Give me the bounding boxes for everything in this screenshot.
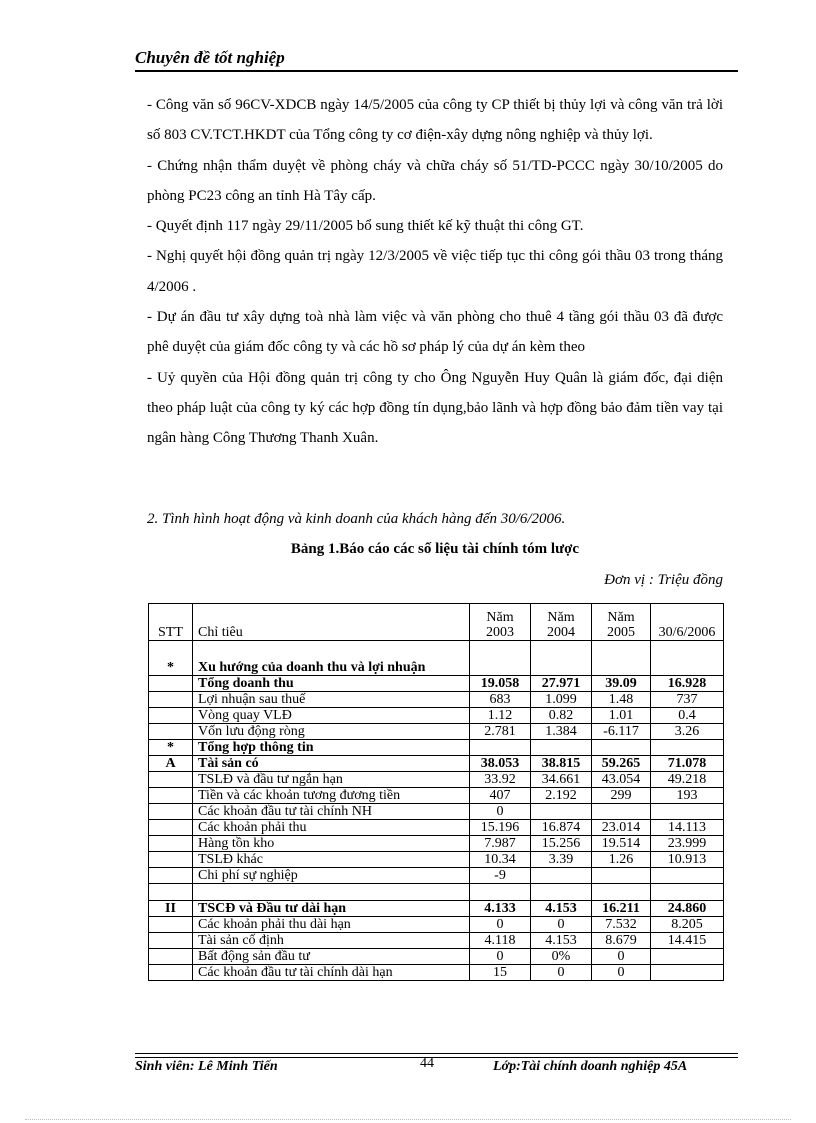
cell-2005: 1.26 <box>592 852 651 868</box>
table-row <box>149 933 724 949</box>
cell-stt <box>149 708 193 724</box>
paragraph: - Uỷ quyền của Hội đồng quản trị công ty cho Ông Nguyễn Huy Quân là giám đốc, đại diện theo pháp luật của công ty ký các hợp đồng tín dụng,bảo lãnh và hợp đồng bảo đảm tiền vay tại ngân hàng Công Thương Thanh Xuân. <box>147 369 723 447</box>
header-title: Chuyên đề tốt nghiệp <box>135 48 285 67</box>
table-row <box>149 901 724 917</box>
paragraph: - Công văn số 96CV-XDCB ngày 14/5/2005 của công ty CP thiết bị thủy lợi và công văn trả lời số 803 CV.TCT.HKDT của Tổng công ty cơ điện-xây dựng nông nghiệp và thủy lợi. <box>147 97 723 144</box>
cell-indicator <box>193 884 470 901</box>
table-row <box>149 772 724 788</box>
cell-2004: 0.82 <box>531 708 592 724</box>
cell-stt: A <box>149 756 193 772</box>
table-row <box>149 756 724 772</box>
page-number: 44 <box>420 1056 434 1071</box>
cell-30-6-2006: 8.205 <box>651 917 724 933</box>
table-row <box>149 676 724 692</box>
cell-2005: 7.532 <box>592 917 651 933</box>
cell-2003: 15.196 <box>470 820 531 836</box>
cell-2005: 0 <box>592 949 651 965</box>
cell-2003: 38.053 <box>470 756 531 772</box>
footer-class: Lớp:Tài chính doanh nghiệp 45A <box>493 1059 688 1074</box>
cell-30-6-2006: 737 <box>651 692 724 708</box>
cell-2003: 10.34 <box>470 852 531 868</box>
cell-2004: 0 <box>531 917 592 933</box>
table-header-row <box>149 604 724 641</box>
cell-30-6-2006: 14.415 <box>651 933 724 949</box>
cell-2005: -6.117 <box>592 724 651 740</box>
cell-30-6-2006: 14.113 <box>651 820 724 836</box>
cell-stt: II <box>149 901 193 917</box>
cell-2005: 39.09 <box>592 676 651 692</box>
cell-2003: 0 <box>470 949 531 965</box>
cell-indicator: Lợi nhuận sau thuế <box>193 692 470 708</box>
cell-stt <box>149 724 193 740</box>
cell-2003: 19.058 <box>470 676 531 692</box>
cell-30-6-2006: 24.860 <box>651 901 724 917</box>
cell-2004 <box>531 884 592 901</box>
cell-30-6-2006: 49.218 <box>651 772 724 788</box>
cell-stt <box>149 884 193 901</box>
cell-2003 <box>470 884 531 901</box>
cell-stt <box>149 852 193 868</box>
body-text <box>147 90 723 454</box>
table-row <box>149 692 724 708</box>
table-row <box>149 708 724 724</box>
cell-2004: 16.874 <box>531 820 592 836</box>
cell-stt <box>149 788 193 804</box>
table-row <box>149 965 724 981</box>
cell-2004: 4.153 <box>531 933 592 949</box>
cell-stt <box>149 692 193 708</box>
table-row <box>149 949 724 965</box>
cell-2004: 27.971 <box>531 676 592 692</box>
cell-2004: 4.153 <box>531 901 592 917</box>
cell-2005: 19.514 <box>592 836 651 852</box>
cell-2004: 15.256 <box>531 836 592 852</box>
cell-indicator: Hàng tồn kho <box>193 836 470 852</box>
cell-2004 <box>531 641 592 676</box>
header-30-6-2006: 30/6/2006 <box>651 604 724 641</box>
cell-stt <box>149 804 193 820</box>
cell-30-6-2006: 0.4 <box>651 708 724 724</box>
cell-stt <box>149 676 193 692</box>
cell-30-6-2006 <box>651 641 724 676</box>
table-row <box>149 852 724 868</box>
paragraph: - Quyết định 117 ngày 29/11/2005 bổ sung thiết kế kỹ thuật thi công GT. <box>147 218 584 235</box>
cell-indicator: Tổng doanh thu <box>193 676 470 692</box>
cell-30-6-2006: 10.913 <box>651 852 724 868</box>
cell-indicator: Chi phí sự nghiệp <box>193 868 470 884</box>
table-row <box>149 884 724 901</box>
table-row <box>149 740 724 756</box>
cell-2005 <box>592 804 651 820</box>
table-row <box>149 641 724 676</box>
cell-2005: 16.211 <box>592 901 651 917</box>
cell-indicator: Xu hướng của doanh thu và lợi nhuận <box>193 641 470 676</box>
table-title: Bảng 1.Báo cáo các số liệu tài chính tóm lược <box>290 541 580 557</box>
cell-2003 <box>470 641 531 676</box>
cell-2003: -9 <box>470 868 531 884</box>
cell-indicator: Tiền và các khoản tương đương tiền <box>193 788 470 804</box>
footer-student: Sinh viên: Lê Minh Tiến <box>135 1059 278 1074</box>
table-row <box>149 836 724 852</box>
cell-stt <box>149 933 193 949</box>
cell-2004: 0% <box>531 949 592 965</box>
cell-2003: 0 <box>470 917 531 933</box>
cell-30-6-2006: 23.999 <box>651 836 724 852</box>
header-stt: STT <box>149 604 193 641</box>
header-2004: Năm 2004 <box>531 604 592 641</box>
cell-2003: 4.118 <box>470 933 531 949</box>
cell-stt <box>149 868 193 884</box>
cell-30-6-2006: 71.078 <box>651 756 724 772</box>
cell-30-6-2006: 3.26 <box>651 724 724 740</box>
cell-indicator: TSLĐ và đầu tư ngắn hạn <box>193 772 470 788</box>
paragraph: - Dự án đầu tư xây dựng toà nhà làm việc và văn phòng cho thuê 4 tầng gói thầu 03 đã được phê duyệt của giám đốc công ty và các hồ sơ pháp lý của dự án kèm theo <box>147 309 723 356</box>
cell-2004: 1.384 <box>531 724 592 740</box>
cell-2004: 2.192 <box>531 788 592 804</box>
unit-label: Đơn vị : Triệu đồng <box>604 572 723 588</box>
table-row <box>149 788 724 804</box>
cell-indicator: Bất động sản đầu tư <box>193 949 470 965</box>
cell-indicator: Tài sản cố định <box>193 933 470 949</box>
footer-rule <box>135 1053 738 1058</box>
cell-stt <box>149 965 193 981</box>
cell-2005: 8.679 <box>592 933 651 949</box>
table-row <box>149 820 724 836</box>
cell-indicator: Các khoản phải thu <box>193 820 470 836</box>
cell-stt: * <box>149 641 193 676</box>
cell-stt <box>149 917 193 933</box>
cell-2003 <box>470 740 531 756</box>
cell-2004: 1.099 <box>531 692 592 708</box>
cell-2003: 4.133 <box>470 901 531 917</box>
cell-2005: 59.265 <box>592 756 651 772</box>
page-edge-dots <box>25 1119 791 1120</box>
cell-2005: 23.014 <box>592 820 651 836</box>
cell-indicator: Các khoản đầu tư tài chính dài hạn <box>193 965 470 981</box>
header-indicator: Chỉ tiêu <box>193 604 470 641</box>
cell-indicator: Tài sản có <box>193 756 470 772</box>
cell-2004: 0 <box>531 965 592 981</box>
cell-2003: 683 <box>470 692 531 708</box>
cell-stt <box>149 949 193 965</box>
table-row <box>149 804 724 820</box>
cell-2004: 3.39 <box>531 852 592 868</box>
cell-2003: 7.987 <box>470 836 531 852</box>
cell-30-6-2006 <box>651 965 724 981</box>
cell-indicator: Các khoản đầu tư tài chính NH <box>193 804 470 820</box>
cell-2004: 38.815 <box>531 756 592 772</box>
cell-30-6-2006 <box>651 868 724 884</box>
cell-2003: 407 <box>470 788 531 804</box>
cell-2004 <box>531 868 592 884</box>
cell-indicator: Vốn lưu động ròng <box>193 724 470 740</box>
cell-indicator: Các khoản phải thu dài hạn <box>193 917 470 933</box>
header-rule <box>135 70 738 72</box>
cell-30-6-2006 <box>651 804 724 820</box>
paragraph: - Nghị quyết hội đồng quản trị ngày 12/3/2005 về việc tiếp tục thi công gói thầu 03 trong tháng 4/2006 . <box>147 248 723 295</box>
table-row <box>149 724 724 740</box>
section-heading: 2. Tình hình hoạt động và kinh doanh của khách hàng đến 30/6/2006. <box>147 511 566 527</box>
header-2003: Năm 2003 <box>470 604 531 641</box>
cell-2003: 0 <box>470 804 531 820</box>
cell-2005: 0 <box>592 965 651 981</box>
cell-2005: 43.054 <box>592 772 651 788</box>
cell-2004: 34.661 <box>531 772 592 788</box>
cell-2003: 33.92 <box>470 772 531 788</box>
paragraph: - Chứng nhận thẩm duyệt về phòng cháy và chữa cháy số 51/TD-PCCC ngày 30/10/2005 do phòng PC23 công an tỉnh Hà Tây cấp. <box>147 157 723 204</box>
cell-30-6-2006 <box>651 740 724 756</box>
cell-2005: 299 <box>592 788 651 804</box>
cell-stt: * <box>149 740 193 756</box>
table-row <box>149 868 724 884</box>
cell-2005: 1.01 <box>592 708 651 724</box>
cell-2005 <box>592 641 651 676</box>
cell-2003: 2.781 <box>470 724 531 740</box>
cell-stt <box>149 836 193 852</box>
cell-30-6-2006: 16.928 <box>651 676 724 692</box>
cell-indicator: TSLĐ khác <box>193 852 470 868</box>
financial-table <box>148 603 724 981</box>
cell-2004 <box>531 740 592 756</box>
cell-stt <box>149 772 193 788</box>
cell-30-6-2006 <box>651 949 724 965</box>
cell-2004 <box>531 804 592 820</box>
cell-indicator: Vòng quay VLĐ <box>193 708 470 724</box>
cell-indicator: Tổng hợp thông tin <box>193 740 470 756</box>
cell-2005 <box>592 884 651 901</box>
cell-indicator: TSCĐ và Đầu tư dài hạn <box>193 901 470 917</box>
header-2005: Năm 2005 <box>592 604 651 641</box>
cell-30-6-2006 <box>651 884 724 901</box>
cell-2005: 1.48 <box>592 692 651 708</box>
cell-2003: 15 <box>470 965 531 981</box>
cell-stt <box>149 820 193 836</box>
cell-2005 <box>592 740 651 756</box>
cell-2005 <box>592 868 651 884</box>
cell-30-6-2006: 193 <box>651 788 724 804</box>
table-row <box>149 917 724 933</box>
cell-2003: 1.12 <box>470 708 531 724</box>
